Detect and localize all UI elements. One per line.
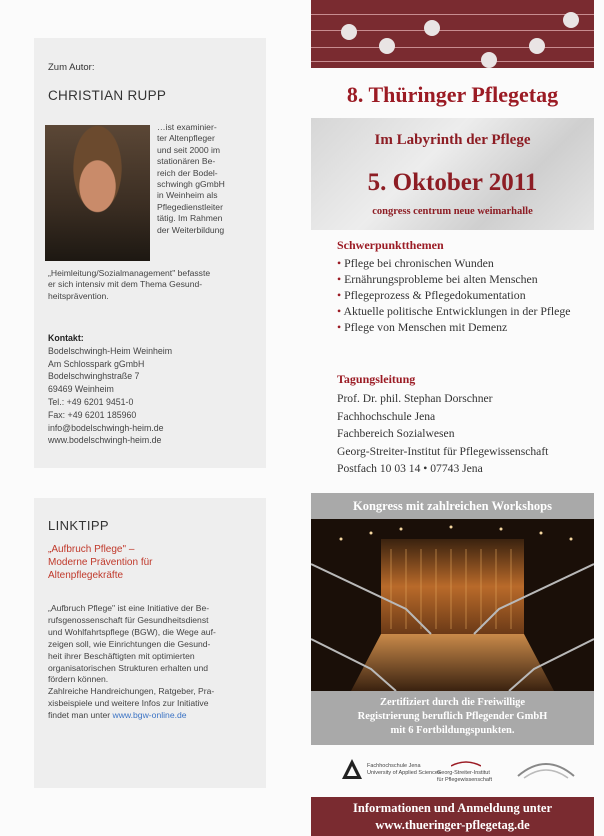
topic-item: • Ernährungsprobleme bei alten Menschen bbox=[337, 272, 538, 286]
bio-line: tätig. Im Rahmen bbox=[157, 213, 223, 224]
certification-banner bbox=[311, 691, 594, 745]
headline-line: Moderne Prävention für bbox=[48, 557, 153, 568]
body-line-last bbox=[48, 710, 262, 722]
lead-line: Fachbereich Sozialwesen bbox=[337, 427, 455, 440]
headline-line: Altenpflegekräfte bbox=[48, 570, 124, 581]
kongress-banner: Kongress mit zahlreichen Workshops bbox=[311, 493, 594, 519]
author-label: Zum Autor: bbox=[48, 62, 95, 73]
fh-jena-logo-icon bbox=[341, 758, 363, 780]
decor-dot bbox=[563, 12, 579, 28]
fh-jena-logo-text: Fachhochschule Jena University of Applied Sciences bbox=[367, 763, 441, 776]
topics-list bbox=[337, 255, 587, 335]
bio-line: und seit 2000 im bbox=[157, 144, 221, 155]
lead-line: Georg-Streiter-Institut für Pflegewissenschaft bbox=[337, 444, 549, 458]
lead-line: Prof. Dr. phil. Stephan Dorschner bbox=[337, 392, 493, 405]
bio-wide bbox=[48, 268, 262, 302]
gsi-logo-text: Georg-Streiter-Institut für Pflegewissenschaft bbox=[437, 770, 493, 783]
contact-line: Fax: +49 6201 185960 bbox=[48, 409, 137, 420]
body-line: „Aufbruch Pflege" ist eine Initiative der Be- bbox=[48, 603, 210, 613]
decor-dot bbox=[379, 38, 395, 54]
contact-website[interactable]: www.bodelschwingh-heim.de bbox=[48, 435, 162, 446]
contact-email[interactable]: info@bodelschwingh-heim.de bbox=[48, 422, 164, 433]
logo-row bbox=[311, 748, 594, 792]
contact-block bbox=[48, 332, 172, 447]
bio-narrow bbox=[157, 122, 260, 236]
zert-line: mit 6 Fortbildungspunkten. bbox=[390, 725, 515, 736]
lead-block bbox=[337, 390, 548, 478]
bgw-link[interactable]: www.bgw-online.de bbox=[112, 710, 187, 721]
body-line: zeigen soll, wie Einrichtungen die Gesund- bbox=[48, 638, 211, 649]
gsi-logo-icon bbox=[451, 758, 481, 768]
linktipp-title: LINKTIPP bbox=[48, 518, 109, 533]
topics-heading: Schwerpunktthemen bbox=[337, 238, 444, 252]
topic-item: • Aktuelle politische Entwicklungen in der Pflege bbox=[337, 304, 571, 318]
registration-logo-icon bbox=[516, 756, 576, 782]
contact-line: Bodelschwinghstraße 7 bbox=[48, 371, 140, 382]
event-date: 5. Oktober 2011 bbox=[367, 169, 538, 196]
event-subtitle: Im Labyrinth der Pflege bbox=[374, 132, 531, 148]
contact-line: Tel.: +49 6201 9451-0 bbox=[48, 396, 134, 407]
bio-line: er sich intensiv mit dem Thema Gesund- bbox=[48, 279, 203, 290]
topic-item: • Pflegeprozess & Pflegedokumentation bbox=[337, 288, 526, 302]
contact-label: Kontakt: bbox=[48, 333, 84, 343]
footer-banner bbox=[311, 797, 594, 836]
body-line: rufsgenossenschaft für Gesundheitsdienst bbox=[48, 614, 209, 625]
topic-item: • Pflege von Menschen mit Demenz bbox=[337, 320, 508, 334]
author-name: CHRISTIAN RUPP bbox=[48, 88, 167, 103]
body-line: und Wohlfahrtspflege (BGW), die Wege auf- bbox=[48, 626, 216, 637]
decor-dot bbox=[529, 38, 545, 54]
contact-line: Am Schlosspark gGmbH bbox=[48, 358, 145, 369]
bio-line: reich der Bodel- bbox=[157, 167, 218, 178]
body-line: xisbeispiele und weitere Infos zur Initiative bbox=[48, 698, 209, 709]
header-banner bbox=[311, 0, 594, 68]
bio-line: …ist examinier- bbox=[157, 122, 217, 132]
zert-line: Zertifiziert durch die Freiwillige bbox=[379, 697, 526, 708]
event-venue: congress centrum neue weimarhalle bbox=[372, 206, 533, 217]
decor-dot bbox=[341, 24, 357, 40]
bio-line: heitsprävention. bbox=[48, 290, 109, 301]
linktipp-body bbox=[48, 603, 262, 722]
hall-illustration bbox=[311, 519, 594, 691]
footer-website-link[interactable]: www.thueringer-pflegetag.de bbox=[375, 818, 530, 832]
body-line: Zahlreiche Handreichungen, Ratgeber, Pra- bbox=[48, 686, 215, 697]
body-line: heit ihrer Beschäftigten mit optimierten bbox=[48, 650, 195, 661]
bio-line: Pflegedienstleiter bbox=[157, 201, 223, 212]
headline-line: „Aufbruch Pflege" – bbox=[48, 544, 135, 555]
body-line: fördern können. bbox=[48, 674, 109, 685]
zert-line: Registrierung beruflich Pflegender GmbH bbox=[357, 711, 548, 722]
lead-line: Fachhochschule Jena bbox=[337, 409, 436, 423]
bio-line: stationären Be- bbox=[157, 156, 216, 167]
decor-dot bbox=[481, 52, 497, 68]
bio-line: schwingh gGmbH bbox=[157, 179, 225, 190]
bio-line: der Weiterbildung bbox=[157, 224, 225, 235]
bio-line: in Weinheim als bbox=[157, 190, 218, 201]
link-prefix: findet man unter bbox=[48, 710, 113, 721]
event-title: 8. Thüringer Pflegetag bbox=[346, 82, 559, 107]
contact-line: 69469 Weinheim bbox=[48, 384, 114, 395]
decor-dot bbox=[424, 20, 440, 36]
footer-line: Informationen und Anmeldung unter bbox=[353, 801, 552, 815]
contact-line: Bodelschwingh-Heim Weinheim bbox=[48, 345, 173, 356]
hall-photo bbox=[311, 519, 594, 691]
topic-item: • Pflege bei chronischen Wunden bbox=[337, 256, 494, 270]
bio-line: „Heimleitung/Sozialmanagement" befasste bbox=[48, 268, 211, 278]
body-line: organisatorischen Strukturen erhalten und bbox=[48, 662, 209, 673]
lead-heading: Tagungsleitung bbox=[337, 372, 416, 386]
lead-line: Postfach 10 03 14 • 07743 Jena bbox=[337, 462, 483, 475]
linktipp-headline bbox=[48, 543, 153, 582]
bio-line: ter Altenpfleger bbox=[157, 133, 215, 144]
author-photo bbox=[45, 125, 150, 261]
